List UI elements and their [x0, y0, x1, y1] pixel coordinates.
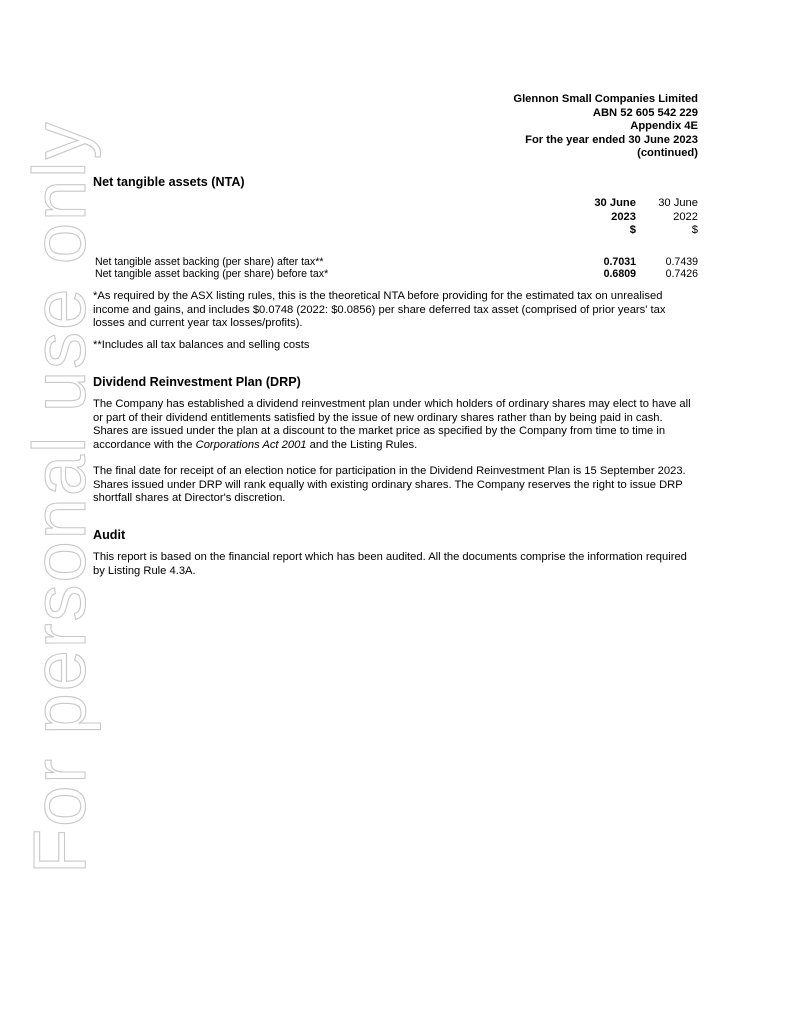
nta-value-2022: 0.7426 — [665, 268, 698, 280]
abn: ABN 52 605 542 229 — [592, 106, 698, 119]
nta-footnote-1: *As required by the ASX listing rules, this is the theoretical NTA before providing for the estimated tax on unrealised income and gains, and includes $0.0748 (2022: $0.0856) per share deferred tax asset (comprised of prior years' tax losses and current year tax losses/profits). — [93, 290, 666, 330]
audit-heading: Audit — [93, 528, 126, 542]
nta-row-label: Net tangible asset backing (per share) after tax** — [95, 256, 324, 268]
drp-paragraph-2: The final date for receipt of an election notice for participation in the Dividend Reinvestment Plan is 15 September 2023. Shares issued under DRP will rank equally with existing ordinary shares. The Company reserves the right to issue DRP shortfall shares at Director's discretion. — [93, 465, 686, 505]
appendix: Appendix 4E — [630, 120, 698, 133]
nta-heading: Net tangible assets (NTA) — [93, 175, 245, 189]
nta-value-2023: 0.7031 — [603, 256, 636, 268]
column-header-2022: 30 June 2022 $ — [658, 197, 698, 237]
audit-paragraph: This report is based on the financial report which has been audited. All the documents comprise the information required by Listing Rule 4.3A. — [93, 551, 687, 577]
nta-value-2023: 0.6809 — [603, 268, 636, 280]
period: For the year ended 30 June 2023 — [525, 133, 698, 146]
nta-row-label: Net tangible asset backing (per share) before tax* — [95, 268, 329, 280]
nta-footnote-2: **Includes all tax balances and selling costs — [93, 339, 310, 351]
drp-paragraph-1: The Company has established a dividend reinvestment plan under which holders of ordinary shares may elect to have all or part of their dividend entitlements satisfied by the issue of new ordinary shares rather than by being paid in cash. Shares are issued under the plan at a discount to the market price as specified by the Company from time to time in accordance with the Corporations Act 2001 and the Listing Rules. — [93, 398, 691, 451]
act-name: Corporations Act 2001 — [195, 438, 307, 451]
drp-heading: Dividend Reinvestment Plan (DRP) — [93, 375, 301, 389]
company-name: Glennon Small Companies Limited — [513, 93, 698, 105]
watermark: For personal use only — [18, 120, 101, 874]
column-header-2023: 30 June 2023 $ — [594, 197, 636, 237]
nta-row-before-tax — [93, 268, 698, 281]
document-header — [513, 93, 698, 161]
nta-value-2022: 0.7439 — [665, 256, 698, 268]
continued-note: (continued) — [637, 147, 698, 160]
